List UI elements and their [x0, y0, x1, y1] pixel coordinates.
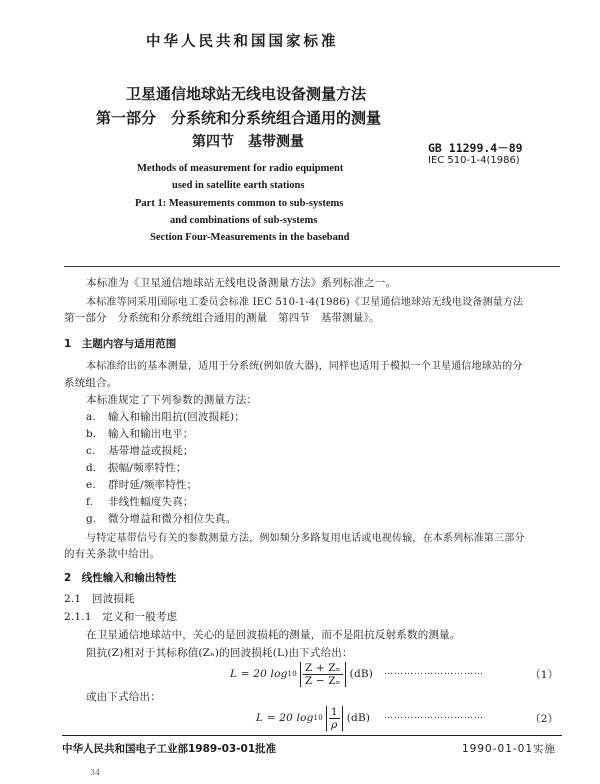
section-1-paragraph-1-line1: 本标准给出的基本测量，适用于分系统(例如放大器)，同样也适用于模拟一个卫星通信地球站的分 — [86, 361, 523, 372]
national-standard-heading: 中华人民共和国国家标准 — [146, 34, 339, 50]
list-item — [86, 409, 245, 424]
list-item-label: c. — [86, 445, 96, 457]
approval-statement: 中华人民共和国电子工业部1989-03-01批准 — [62, 743, 277, 755]
equation-2-fraction — [329, 706, 340, 731]
footer-divider — [62, 735, 562, 736]
equation-1 — [230, 657, 373, 691]
equation-2-absolute — [326, 706, 343, 731]
list-item-text: 振幅/频率特性； — [108, 462, 187, 474]
list-item-text: 微分增益和微分相位失真。 — [108, 513, 237, 525]
english-title-line5: Section Four-Measurements in the baseband — [150, 232, 350, 243]
list-item — [86, 426, 194, 441]
english-title-line4: and combinations of sub-systems — [170, 215, 318, 226]
list-item-label: d. — [86, 462, 97, 474]
list-item-text: 基带增益或损耗； — [108, 445, 194, 457]
equation-1-numerator: Z + Zₙ — [304, 661, 341, 674]
section-1-paragraph-1-line2: 系统组合。 — [64, 377, 118, 389]
equation-1-unit: (dB) — [349, 668, 374, 680]
list-item-label: f. — [86, 496, 94, 508]
list-item-text: 非线性幅度失真； — [108, 496, 194, 508]
equation-2-numerator: 1 — [330, 705, 338, 718]
list-item — [86, 511, 236, 526]
standard-code-iec: IEC 510-1-4(1986) — [428, 155, 520, 166]
list-item — [86, 477, 197, 492]
implementation-date: 1990-01-01实施 — [462, 743, 557, 755]
equation-1-leader-dots: ………………………… — [384, 667, 484, 677]
intro-paragraph-2-line2: 第一部分 分系统和分系统组合通用的测量 第四节 基带测量》。 — [64, 312, 380, 324]
equation-1-denominator: Z − Zₙ — [304, 674, 341, 687]
list-item — [86, 443, 194, 458]
section-1-paragraph-2: 本标准规定了下列参数的测量方法： — [86, 394, 258, 406]
list-item — [86, 460, 187, 475]
document-title-line2: 第一部分 分系统和分系统组合通用的测量 — [96, 109, 382, 127]
document-title-line3: 第四节 基带测量 — [192, 134, 304, 150]
equation-1-number: （1） — [530, 669, 559, 681]
equation-2 — [256, 702, 370, 734]
english-title-line1: Methods of measurement for radio equipment — [137, 163, 344, 174]
section-1-paragraph-3-line2: 的有关条款中给出。 — [64, 548, 161, 560]
list-item-text: 群时延/频率特性； — [108, 479, 198, 491]
document-title-line1: 卫星通信地球站无线电设备测量方法 — [126, 85, 367, 103]
equation-2-lhs: L = 20 log — [256, 712, 314, 724]
english-title-line2: used in satellite earth stations — [172, 180, 305, 191]
english-title-line3: Part 1: Measurements common to sub-systems — [135, 198, 344, 209]
equation-2-number: （2） — [530, 713, 559, 725]
intro-paragraph-2-line1: 本标准等同采用国际电工委员会标准 IEC 510-1-4(1986)《卫星通信地球站无线电设备测量方法 — [86, 297, 524, 308]
list-item-label: e. — [86, 479, 96, 491]
list-item-text: 输入和输出阻抗(回波损耗)； — [108, 411, 245, 423]
equation-1-lhs: L = 20 log — [230, 668, 288, 680]
equation-2-denominator: ρ — [331, 718, 338, 731]
subsection-2-1-heading: 2.1 回波损耗 — [64, 593, 135, 605]
equation-1-fraction — [303, 662, 343, 687]
equation-2-unit: (dB) — [346, 712, 371, 724]
list-item-text: 输入和输出电平； — [108, 428, 194, 440]
section-2-paragraph-3: 或由下式给出： — [86, 691, 161, 703]
equation-1-absolute — [300, 662, 346, 687]
list-item — [86, 494, 194, 509]
standard-code-gb: GB 11299.4－89 — [428, 141, 523, 155]
subsection-2-1-1-heading: 2.1.1 定义和一般考虑 — [64, 611, 178, 623]
section-2-paragraph-1: 在卫星通信地球站中，关心的是回波损耗的测量，而不是阻抗反射系数的测量。 — [86, 629, 461, 641]
equation-2-leader-dots: ………………………… — [384, 711, 484, 721]
equation-1-log-base: 10 — [287, 670, 297, 678]
list-item-label: g. — [86, 513, 97, 525]
section-2-heading: 2 线性输入和输出特性 — [64, 572, 177, 584]
equation-2-log-base: 10 — [313, 714, 323, 722]
header-divider — [64, 266, 560, 267]
page-number: 34 — [90, 768, 101, 777]
section-1-heading: 1 主题内容与适用范围 — [64, 338, 177, 350]
intro-paragraph-1: 本标准为《卫星通信地球站无线电设备测量方法》系列标准之一。 — [86, 277, 397, 289]
list-item-label: b. — [86, 428, 97, 440]
section-1-paragraph-3-line1: 与特定基带信号有关的参数测量方法，例如频分多路复用电话或电视传输，在本系列标准第三部分 — [86, 533, 525, 544]
section-2-paragraph-2: 阻抗(Z)相对于其标称值(Zₙ)的回波损耗(L)由下式给出： — [86, 647, 353, 659]
list-item-label: a. — [86, 411, 96, 423]
